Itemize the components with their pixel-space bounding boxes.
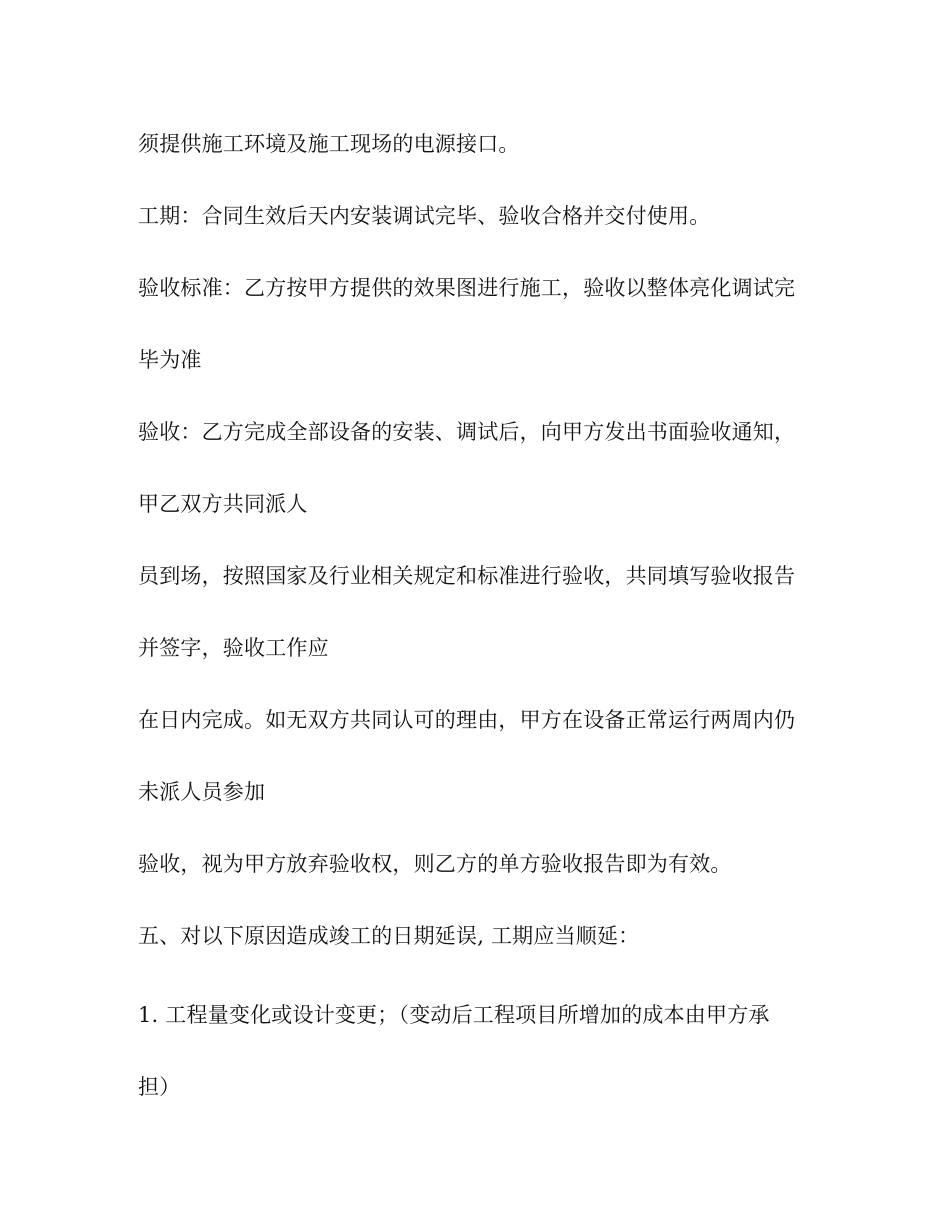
text-line: 须提供施工环境及施工现场的电源接口。 [138,132,520,156]
text-line: 验收标准：乙方按甲方提供的效果图进行施工，验收以整体亮化调试完 [138,276,796,300]
text-line: 员到场，按照国家及行业相关规定和标准进行验收，共同填写验收报告 [138,564,796,588]
list-item-continuation: 担） [138,1075,181,1099]
text-line: 工期：合同生效后天内安装调试完毕、验收合格并交付使用。 [138,204,711,228]
text-line: 甲乙双方共同派人 [138,492,308,516]
text-line: 在日内完成。如无双方共同认可的理由，甲方在设备正常运行两周内仍 [138,708,796,732]
text-line: 并签字，验收工作应 [138,636,329,660]
text-line: 未派人员参加 [138,780,266,804]
text-line: 验收，视为甲方放弃验收权，则乙方的单方验收报告即为有效。 [138,852,732,876]
text-line: 毕为准 [138,348,202,372]
section-heading: 五、对以下原因造成竣工的日期延误, 工期应当顺延： [138,924,640,948]
text-line: 验收：乙方完成全部设备的安装、调试后，向甲方发出书面验收通知， [138,420,796,444]
list-item: 1. 工程量变化或设计变更；（变动后工程项目所增加的成本由甲方承 [138,1003,770,1027]
